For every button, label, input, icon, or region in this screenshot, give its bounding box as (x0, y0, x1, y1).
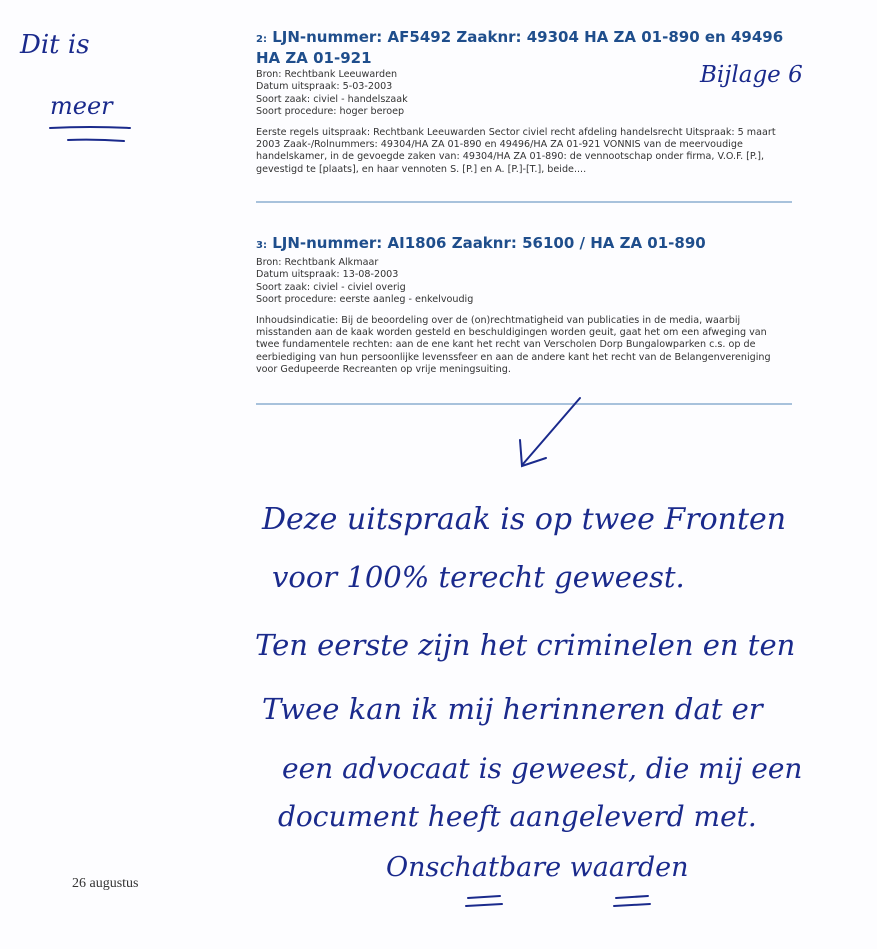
handwritten-corner-note: Dit is (20, 30, 90, 60)
handwritten-line: een advocaat is geweest, die mij een (282, 752, 803, 785)
result-soort-zaak: Soort zaak: civiel - civiel overig (256, 281, 406, 293)
result-bron: Bron: Rechtbank Alkmaar (256, 257, 379, 268)
handwritten-line: Deze uitspraak is op twee Fronten (262, 502, 787, 537)
result-snippet: Inhoudsindicatie: Bij de beoordeling over de (on)rechtmatigheid van publicaties in de media, waarbij misstanden aan de kaak worden gesteld en beschuldigingen worden geuit, gaat het om een afweging van twee fundamentele rechten: aan de ene kant het recht van Verscholen Dorp Bungalowparken c.s. op de eerbiediging van hun persoonlijke levenssfeer en aan de andere kant het recht van de Belangenvereniging voor Gedupeerde Recreanten op vrije meningsuiting. (256, 314, 771, 376)
handwritten-line: Onschatbare waarden (386, 852, 689, 883)
result-soort-procedure: Soort procedure: eerste aanleg - enkelvoudig (256, 294, 474, 306)
arrow-shaft (523, 398, 580, 464)
result-number: 3: (256, 240, 267, 251)
underline-stroke (50, 127, 130, 128)
underline-stroke (614, 904, 650, 906)
result-snippet: Eerste regels uitspraak: Rechtbank Leeuwarden Sector civiel recht afdeling handelsrecht Uitspraak: 5 maart 2003 Zaak-/Rolnummers: 49304/HA ZA 01-890 en 49496/HA ZA 01-921 VONNIS van de meervoudige handelskamer, in de gevoegde zaken van: 49304/HA ZA 01-890: de vennootschap onder firma, V.O.F. [P.], gevestigd te [plaats], en haar vennoten S. [P.] en A. [P.]-[T.], beide.... (256, 126, 776, 175)
handwritten-corner-note-2: meer (50, 92, 113, 120)
underline-stroke (616, 896, 648, 898)
result-datum: Datum uitspraak: 13-08-2003 (256, 269, 399, 281)
handwritten-line: Twee kan ik mij herinneren dat er (262, 692, 763, 726)
handwritten-line: document heeft aangeleverd met. (278, 800, 757, 833)
handwritten-line: Ten eerste zijn het criminelen en ten (255, 628, 796, 662)
underline-stroke (68, 140, 124, 141)
date-stamp: 26 augustus (72, 876, 139, 891)
underline-stroke (466, 904, 502, 906)
result-title: LJN-nummer: AI1806 Zaaknr: 56100 / HA ZA 01-890 (272, 234, 706, 252)
handwritten-bijlage: Bijlage 6 (700, 62, 803, 88)
underline-stroke (468, 896, 500, 898)
result-datum: Datum uitspraak: 5-03-2003 (256, 81, 393, 93)
result-soort-zaak: Soort zaak: civiel - handelszaak (256, 93, 408, 105)
result-soort-procedure: Soort procedure: hoger beroep (256, 106, 405, 118)
handwritten-line: voor 100% terecht geweest. (272, 560, 685, 594)
result-number: 2: (256, 34, 267, 45)
result-bron: Bron: Rechtbank Leeuwarden (256, 69, 398, 80)
result-title: LJN-nummer: AF5492 Zaaknr: 49304 HA ZA 01-890 en 49496 HA ZA 01-921 (256, 28, 784, 67)
